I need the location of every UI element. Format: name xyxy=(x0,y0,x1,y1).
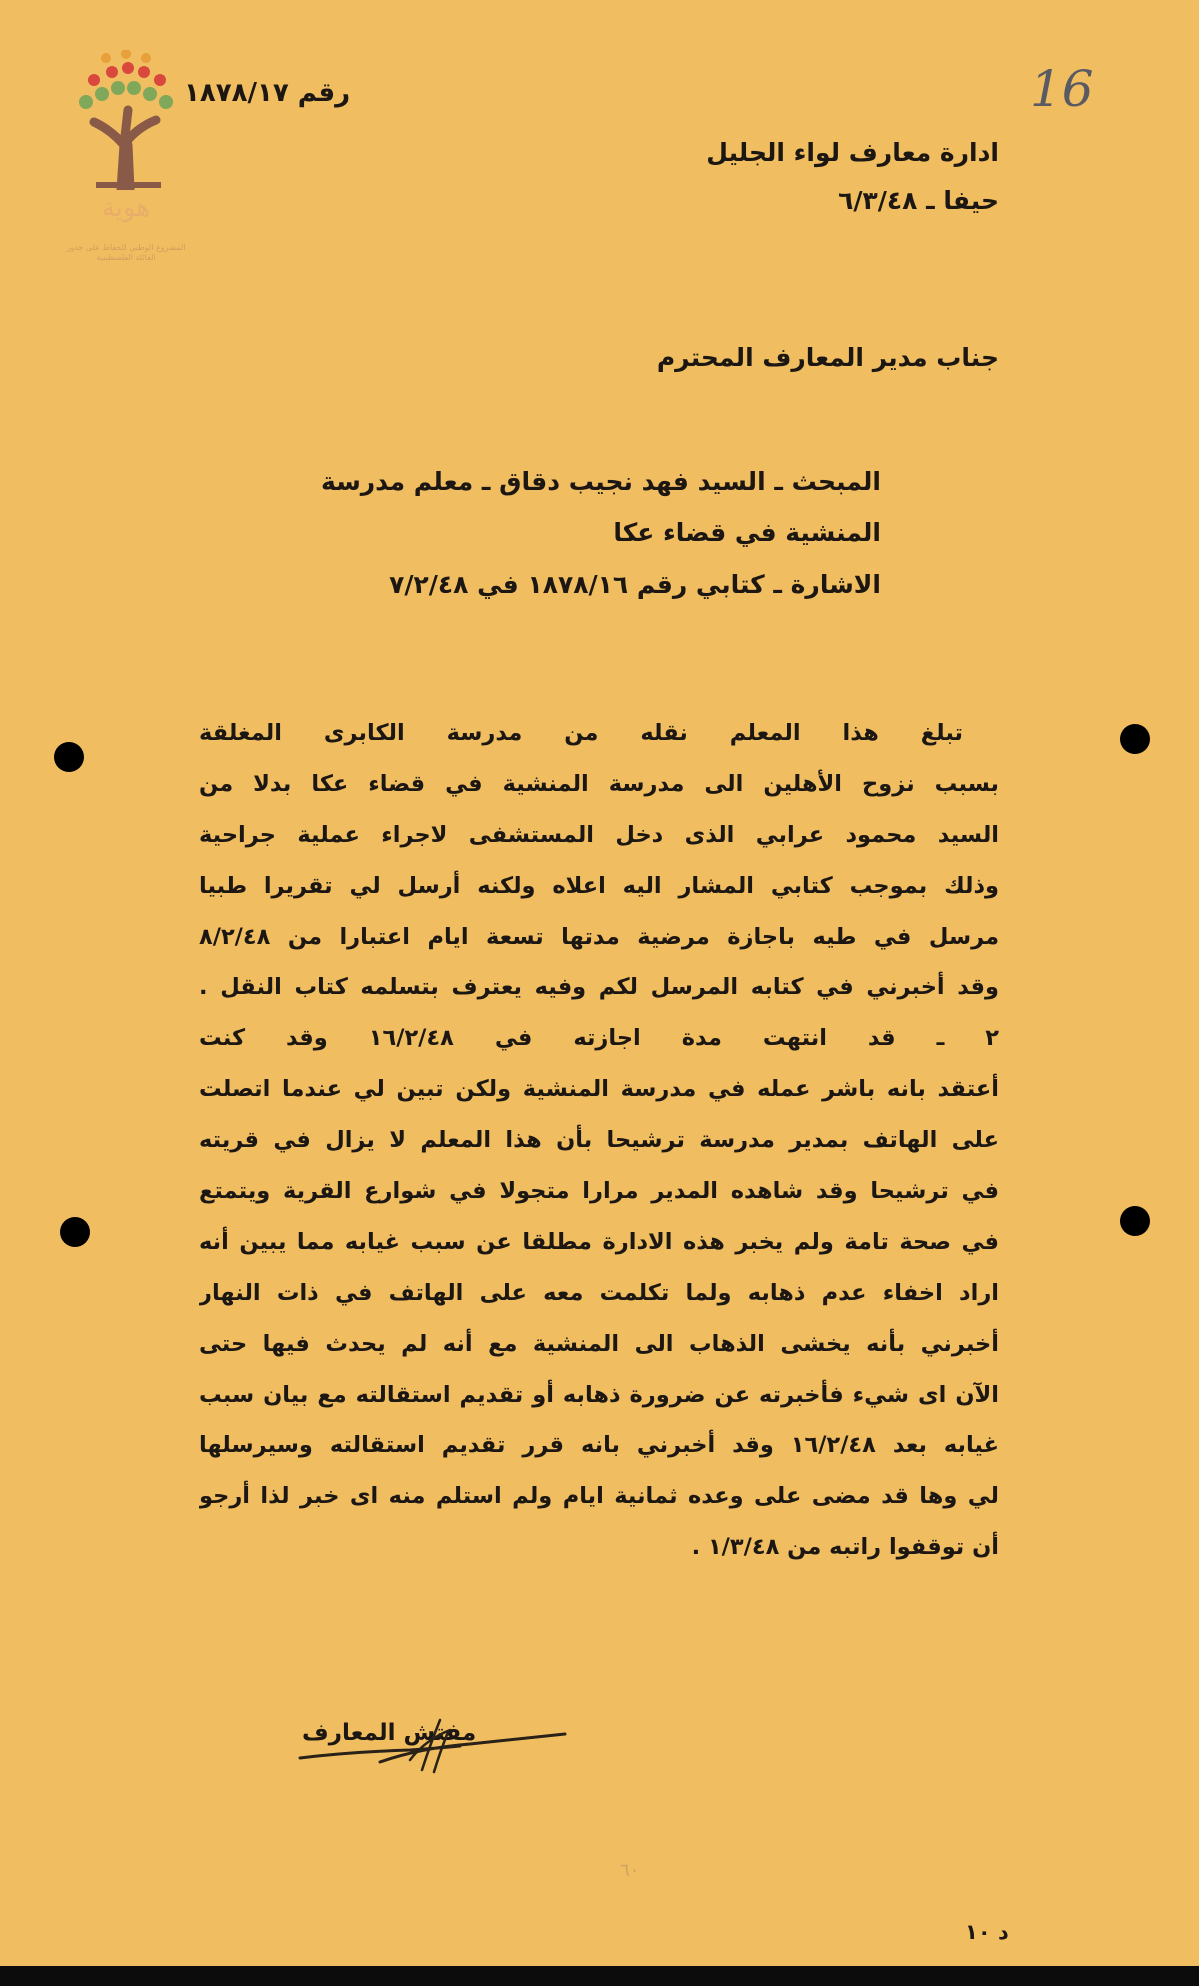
letter-body xyxy=(199,708,999,1573)
body-line: اراد اخفاء عدم ذهابه ولما تكلمت معه على الهاتف في ذات النهار xyxy=(199,1279,999,1306)
body-line: وقد أخبرني في كتابه المرسل لكم وفيه يعترف بتسلمه كتاب النقل . xyxy=(199,974,999,1001)
logo-caption: هوية xyxy=(101,193,151,223)
footer-mark: د ١٠ xyxy=(965,1920,1009,1944)
punch-hole xyxy=(60,1217,90,1247)
body-line: أخبرني بأنه يخشى الذهاب الى المنشية مع أنه لم يحدث فيها حتى xyxy=(199,1330,999,1357)
addressee: جناب مدير المعارف المحترم xyxy=(656,343,999,372)
punch-hole xyxy=(54,742,84,772)
family-tree-logo xyxy=(66,50,186,190)
handwritten-signature xyxy=(290,1700,580,1780)
body-line: على الهاتف بمدير مدرسة ترشيحا بأن هذا المعلم لا يزال في قريته xyxy=(199,1127,999,1154)
folio-number: 16 xyxy=(1030,60,1094,118)
subject-line: المبحث ـ السيد فهد نجيب دقاق ـ معلم مدرسة xyxy=(321,467,881,496)
body-line: وذلك بموجب كتابي المشار اليه اعلاه ولكنه أرسل لي تقريرا طبيا xyxy=(199,872,999,899)
issuer-heading: ادارة معارف لواء الجليل xyxy=(706,138,999,167)
body-line: السيد محمود عرابي الذى دخل المستشفى لاجراء عملية جراحية xyxy=(199,821,999,848)
body-line: في صحة تامة ولم يخبر هذه الادارة مطلقا عن سبب غيابه مما يبين أنه xyxy=(199,1228,999,1255)
body-line: أعتقد بانه باشر عمله في مدرسة المنشية ولكن تبين لي عندما اتصلت xyxy=(199,1076,999,1103)
faint-stamp-text: ٦٠ xyxy=(620,1860,640,1881)
body-line: بسبب نزوح الأهلين الى مدرسة المنشية في قضاء عكا بدلا من xyxy=(199,770,999,797)
body-line: لي وها قد مضى على وعده ثمانية ايام ولم استلم منه اى خبر لذا أرجو xyxy=(199,1483,999,1510)
subject-line: المنشية في قضاء عكا xyxy=(613,518,881,547)
scan-border xyxy=(0,1966,1199,1986)
body-line: في ترشيحا وقد شاهده المدير مرارا متجولا في شوارع القرية ويتمتع xyxy=(199,1178,999,1205)
signature-title: مفتش المعارف xyxy=(302,1720,477,1746)
punch-hole xyxy=(1120,724,1150,754)
reference-number: رقم ١٨٧٨/١٧ xyxy=(184,78,351,108)
body-line: أن توقفوا راتبه من ١/٣/٤٨ . xyxy=(691,1534,999,1561)
logo-subcaption: المشروع الوطني للحفاظ على جذور العائلة الفلسطينية xyxy=(66,243,186,262)
punch-hole xyxy=(1120,1206,1150,1236)
body-line: غيابه بعد ١٦/٢/٤٨ وقد أخبرني بانه قرر تقديم استقالته وسيرسلها xyxy=(199,1432,999,1459)
reference-line: الاشارة ـ كتابي رقم ١٨٧٨/١٦ في ٧/٢/٤٨ xyxy=(389,570,881,599)
body-line: مرسل في طيه باجازة مرضية مدتها تسعة ايام اعتبارا من ٨/٢/٤٨ xyxy=(199,923,999,950)
body-line: تبلغ هذا المعلم نقله من مدرسة الكابرى المغلقة xyxy=(199,720,963,746)
body-line: الآن اى شيء فأخبرته عن ضرورة ذهابه أو تقديم استقالته مع بيان سبب xyxy=(199,1381,999,1408)
body-line: ٢ ـ قد انتهت مدة اجازته في ١٦/٢/٤٨ وقد كنت xyxy=(199,1025,999,1052)
place-date: حيفا ـ ٦/٣/٤٨ xyxy=(838,186,999,215)
